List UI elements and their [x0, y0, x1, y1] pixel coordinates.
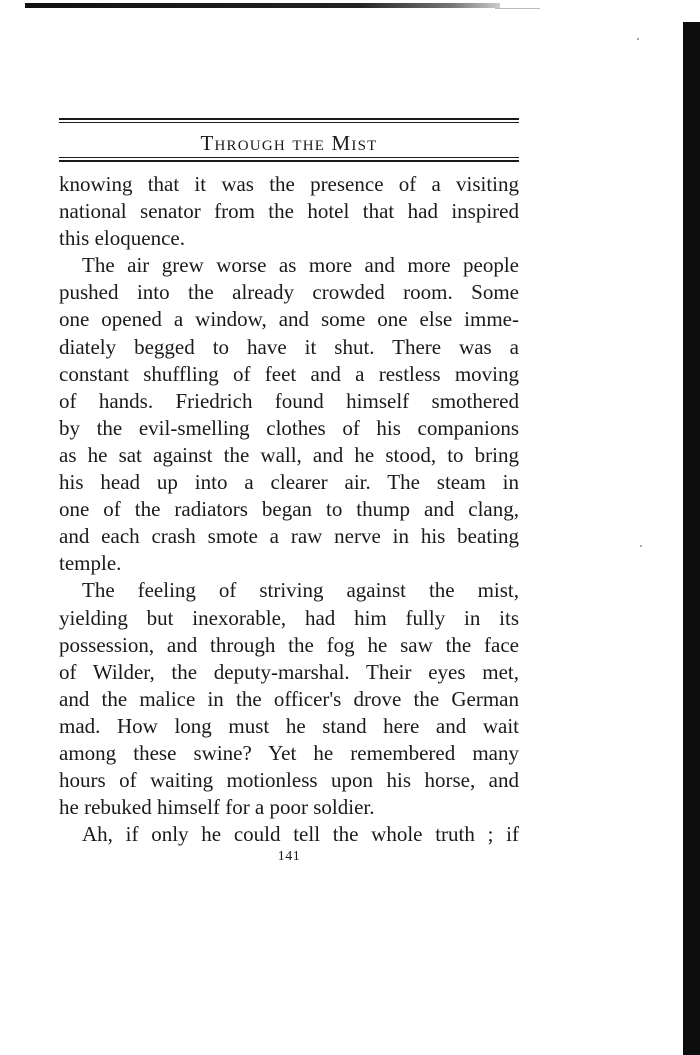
scan-right-edge: [683, 22, 700, 1055]
paragraph: [59, 577, 519, 821]
text-line: constant shuffling of feet and a restless moving: [59, 361, 519, 386]
text-line: by the evil-smelling clothes of his companions: [59, 415, 519, 440]
text-line: pushed into the already crowded room. Some: [59, 280, 519, 305]
header-rule-bottom: [59, 157, 519, 164]
text-line: The feeling of striving against the mist,: [82, 578, 519, 603]
text-line: The air grew worse as more and more people: [82, 253, 519, 278]
text-line: one of the radiators began to thump and clang,: [59, 497, 519, 522]
text-line: knowing that it was the presence of a visiting: [59, 172, 519, 196]
text-line: Ah, if only he could tell the whole truth ; if: [82, 822, 519, 847]
scan-top-edge: [25, 3, 500, 8]
text-line: he rebuked himself for a poor soldier.: [59, 795, 375, 820]
text-line: mad. How long must he stand here and wait: [59, 713, 519, 738]
text-line: diately begged to have it shut. There was a: [59, 334, 519, 359]
page-number: 141: [277, 849, 301, 865]
body-text: [59, 171, 519, 848]
text-line: temple.: [59, 551, 122, 576]
text-line: this eloquence.: [59, 226, 185, 251]
paragraph: [59, 171, 519, 252]
text-line: among these swine? Yet he remembered many: [59, 740, 519, 765]
text-line: as he sat against the wall, and he stood, to bring: [59, 442, 519, 467]
header-rule-top: [59, 118, 519, 125]
text-line: national senator from the hotel that had inspired: [59, 199, 519, 224]
running-head: Through the Mist: [200, 131, 378, 155]
paragraph: [59, 252, 519, 577]
scan-speck: [637, 38, 639, 40]
text-line: and each crash smote a raw nerve in his beating: [59, 524, 519, 549]
text-line: of hands. Friedrich found himself smothered: [59, 388, 519, 413]
text-line: of Wilder, the deputy-marshal. Their eyes met,: [59, 659, 519, 684]
text-line: his head up into a clearer air. The steam in: [59, 470, 519, 495]
scan-speck: [640, 545, 642, 547]
text-line: yielding but inexorable, had him fully in its: [59, 605, 519, 630]
text-line: possession, and through the fog he saw the face: [59, 632, 519, 657]
book-page: [59, 118, 519, 866]
text-line: and the malice in the officer's drove the German: [59, 686, 519, 711]
text-line: hours of waiting motionless upon his horse, and: [59, 768, 519, 793]
scan-top-fade: [495, 8, 540, 9]
text-line: one opened a window, and some one else imme-: [59, 307, 519, 332]
paragraph: [59, 821, 519, 848]
